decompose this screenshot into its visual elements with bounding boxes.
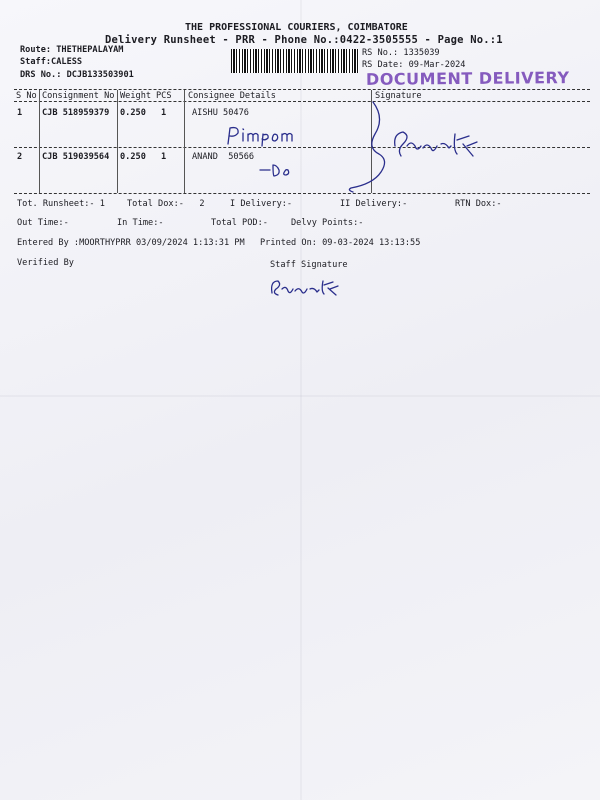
column-line	[184, 90, 185, 193]
row-divider	[14, 147, 590, 148]
rtn-dox: RTN Dox:-	[455, 199, 502, 209]
company-name: THE PROFESSIONAL COURIERS, COIMBATORE	[185, 22, 408, 33]
drs-number: DRS No.: DCJB133503901	[20, 70, 134, 80]
handwritten-ditto	[258, 162, 298, 180]
row-pcs: 1	[161, 152, 167, 162]
rs-date: RS Date: 09-Mar-2024	[362, 60, 466, 70]
row-weight: 0.250	[120, 152, 146, 162]
rs-number: RS No.: 1335039	[362, 48, 440, 58]
document-delivery-stamp: DOCUMENT DELIVERY	[365, 68, 570, 89]
total-pod: Total POD:-	[211, 218, 268, 228]
row-consignee: ANAND 50566	[192, 152, 255, 162]
row-sno: 1	[17, 108, 23, 118]
column-line	[117, 90, 118, 193]
column-header-weight: Weight	[120, 91, 152, 101]
handwritten-pimpom	[225, 124, 305, 146]
out-time: Out Time:-	[17, 218, 69, 228]
staff-label: Staff:CALESS	[20, 57, 83, 67]
column-header-pcs: PCS	[156, 91, 172, 101]
printed-on: Printed On: 09-03-2024 13:13:55	[260, 238, 421, 248]
column-header-consignee: Consignee Details	[188, 91, 276, 101]
delvy-points: Delvy Points:-	[291, 218, 364, 228]
route-label: Route: THETHEPALAYAM	[20, 45, 124, 55]
tot-runsheet: Tot. Runsheet:- 1	[17, 199, 105, 209]
i-delivery: I Delivery:-	[230, 199, 293, 209]
column-header-consignment: Consignment No	[42, 91, 115, 101]
table-top-rule	[14, 89, 590, 90]
row-consignee: AISHU 50476	[192, 108, 249, 118]
total-dox: Total Dox:- 2	[127, 199, 205, 209]
column-header-signature: Signature	[375, 91, 422, 101]
row-consignment-no: CJB 518959379	[42, 108, 110, 118]
ii-delivery: II Delivery:-	[340, 199, 408, 209]
recipient-signature	[345, 100, 495, 200]
staff-signature	[268, 277, 348, 299]
barcode	[231, 49, 359, 73]
row-weight: 0.250	[120, 108, 146, 118]
row-sno: 2	[17, 152, 23, 162]
runsheet-title: Delivery Runsheet - PRR - Phone No.:0422-3505555 - Page No.:1	[105, 34, 503, 46]
table-bottom-rule	[14, 193, 590, 194]
staff-signature-label: Staff Signature	[270, 260, 348, 270]
column-line	[39, 90, 40, 193]
row-pcs: 1	[161, 108, 167, 118]
in-time: In Time:-	[117, 218, 164, 228]
paper-crease	[300, 0, 302, 800]
entered-by: Entered By :MOORTHYPRR 03/09/2024 1:13:31 PM	[17, 238, 245, 248]
column-header-sno: S No	[16, 91, 37, 101]
verified-by: Verified By	[17, 258, 74, 268]
row-consignment-no: CJB 519039564	[42, 152, 110, 162]
